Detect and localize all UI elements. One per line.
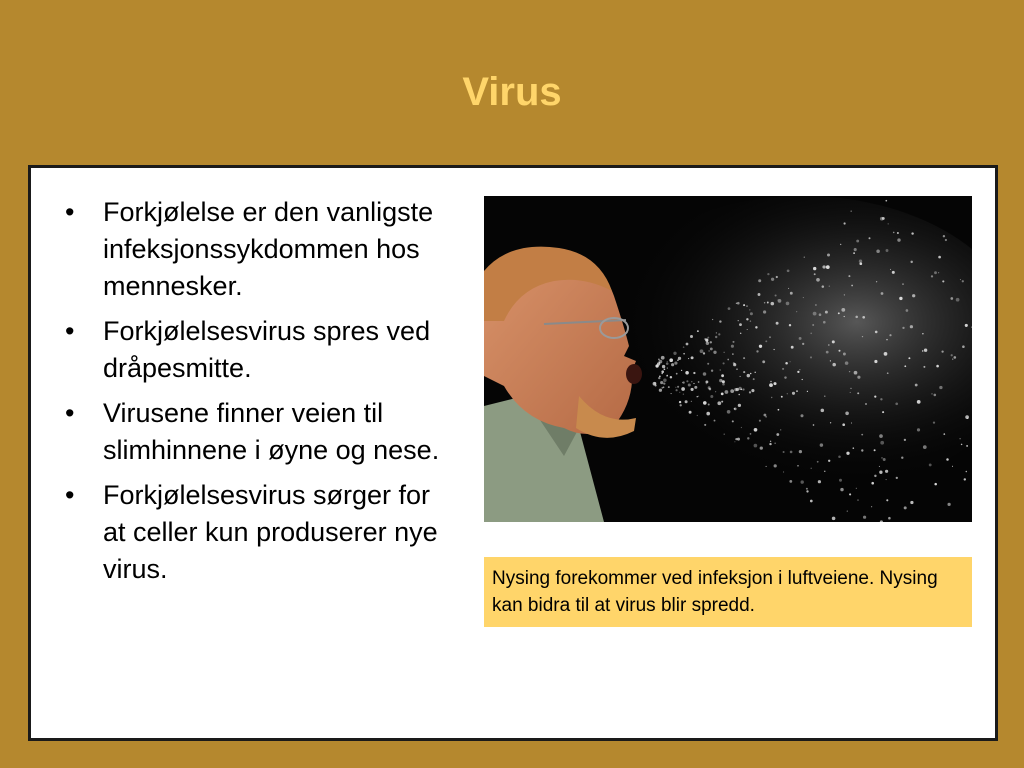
slide-title: Virus xyxy=(462,70,562,114)
bullet-icon: • xyxy=(65,197,75,227)
bullet-item xyxy=(61,194,451,305)
bullet-text: Forkjølelsesvirus sørger for at celler kun produserer nye virus. xyxy=(103,480,438,584)
bullet-icon: • xyxy=(65,316,75,346)
bullet-item xyxy=(61,477,451,588)
bullet-text: Forkjølelse er den vanligste infeksjonssykdommen hos mennesker. xyxy=(103,197,434,301)
photo-caption: Nysing forekommer ved infeksjon i luftveiene. Nysing kan bidra til at virus blir spredd. xyxy=(484,557,972,627)
bullet-text: Virusene finner veien til slimhinnene i øyne og nese. xyxy=(103,398,440,465)
sneeze-photo xyxy=(484,196,972,522)
bullet-icon: • xyxy=(65,480,75,510)
content-panel xyxy=(28,165,998,741)
bullet-icon: • xyxy=(65,398,75,428)
sneeze-illustration xyxy=(484,196,972,522)
bullet-item xyxy=(61,395,451,469)
bullet-text: Forkjølelsesvirus spres ved dråpesmitte. xyxy=(103,316,431,383)
bullet-list xyxy=(61,194,451,596)
bullet-item xyxy=(61,313,451,387)
